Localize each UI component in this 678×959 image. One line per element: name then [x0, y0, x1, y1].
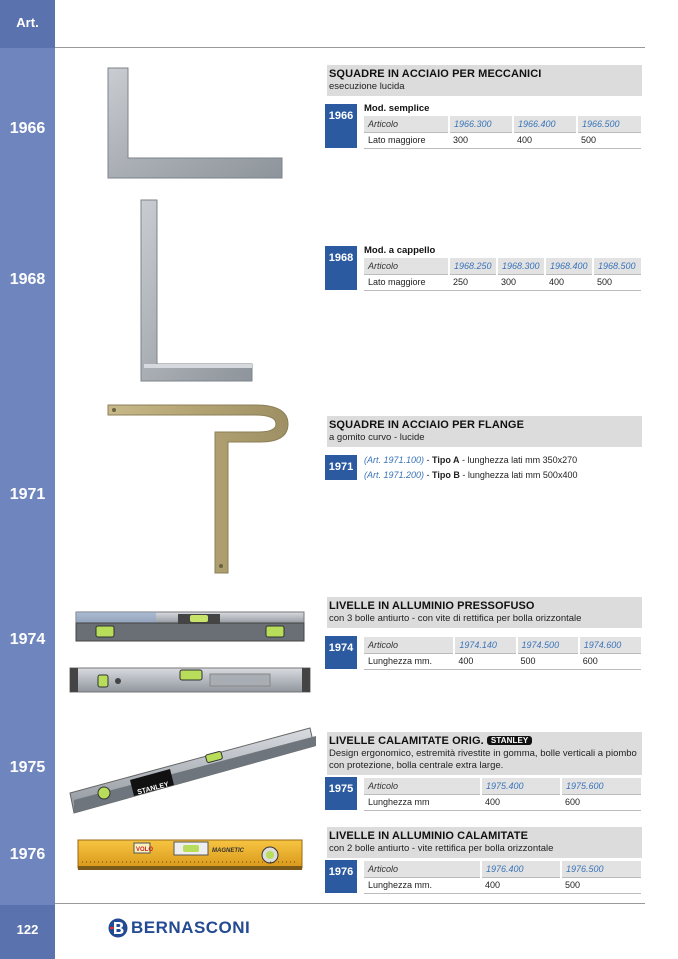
table-row-label: Lato maggiore	[364, 132, 449, 148]
table-header-cell: Articolo	[364, 258, 449, 274]
table-header-cell: Articolo	[364, 778, 481, 794]
sidebar-header: Art.	[16, 15, 39, 30]
article-ref: (Art. 1971.100)	[364, 455, 425, 465]
table-value-cell: 400	[545, 274, 593, 290]
section-1975-title-line	[329, 735, 639, 747]
table-1974-header-row	[364, 637, 641, 653]
table-1975-data-row	[364, 794, 641, 810]
volo-print: VOLO	[136, 847, 154, 853]
table-1976	[364, 861, 641, 894]
square-1971-image	[108, 405, 288, 573]
article-badge-1968: 1968	[325, 246, 357, 290]
article-badge-1966: 1966	[325, 104, 357, 148]
dimension-text: lunghezza lati mm 500x400	[467, 470, 578, 480]
table-value-cell: 300	[497, 274, 545, 290]
article-code-cell: 1966.400	[513, 116, 577, 132]
article-code-cell: 1966.500	[577, 116, 641, 132]
table-row-label: Lunghezza mm	[364, 794, 481, 810]
section-1966-header	[327, 65, 642, 96]
article-code-cell: 1968.250	[449, 258, 497, 274]
type-label: Tipo A	[432, 455, 460, 465]
table-value-cell: 500	[517, 653, 579, 669]
table-value-cell: 500	[577, 132, 641, 148]
section-1966-subtitle: esecuzione lucida	[329, 81, 405, 92]
table-1968-header-row	[364, 258, 641, 274]
section-1975-title: LIVELLE CALAMITATE ORIG.	[329, 735, 484, 747]
article-ref: (Art. 1971.200)	[364, 470, 425, 480]
sidebar-article-1968: 1968	[9, 271, 46, 288]
table-1966	[364, 116, 641, 149]
stanley-print: STANLEY	[136, 781, 170, 797]
separator: -	[459, 455, 468, 465]
article-code-cell: 1968.300	[497, 258, 545, 274]
logo-text: BERNASCONI	[131, 918, 251, 937]
separator: -	[424, 470, 433, 480]
article-code-cell: 1975.600	[561, 778, 641, 794]
article-badge-1974: 1974	[325, 636, 357, 669]
table-value-cell: 400	[481, 877, 561, 893]
table-1968-data-row	[364, 274, 641, 290]
table-row-label: Lunghezza mm.	[364, 653, 454, 669]
sidebar-article-1975: 1975	[9, 759, 46, 776]
section-1976-title: LIVELLE IN ALLUMINIO CALAMITATE	[329, 830, 529, 842]
article-code-cell: 1974.140	[454, 637, 516, 653]
section-1974-subtitle: con 3 bolle antiurto - con vite di rettifica per bolla orizzontale	[329, 613, 582, 624]
table-header-cell: Articolo	[364, 116, 449, 132]
bernasconi-logo	[108, 917, 250, 939]
section-1966-title: SQUADRE IN ACCIAIO PER MECCANICI	[329, 68, 542, 80]
article-code-cell: 1974.600	[579, 637, 641, 653]
dimension-text: lunghezza lati mm 350x270	[467, 455, 578, 465]
table-row-label: Lunghezza mm.	[364, 877, 481, 893]
table-header-cell: Articolo	[364, 637, 454, 653]
logo-mark-icon	[108, 918, 128, 938]
type-label: Tipo B	[432, 470, 460, 480]
section-1971-subtitle: a gomito curvo - lucide	[329, 432, 425, 443]
article-code-cell: 1975.400	[481, 778, 561, 794]
table-value-cell: 400	[481, 794, 561, 810]
table-value-cell: 300	[449, 132, 513, 148]
article-code-cell: 1976.500	[561, 861, 641, 877]
model-1966-label: Mod. semplice	[364, 103, 430, 114]
section-1975-header	[327, 732, 642, 775]
table-1966-header-row	[364, 116, 641, 132]
sidebar-article-1976: 1976	[9, 846, 46, 863]
article-code-cell: 1968.500	[593, 258, 641, 274]
section-1974-title: LIVELLE IN ALLUMINIO PRESSOFUSO	[329, 600, 535, 612]
table-1975-header-row	[364, 778, 641, 794]
stanley-brand-tag: STANLEY	[487, 736, 532, 745]
table-1975	[364, 778, 641, 811]
section-1976-header	[327, 827, 642, 858]
square-1966-image	[108, 68, 282, 178]
sidebar-article-1966: 1966	[9, 120, 46, 137]
section-1971-header	[327, 416, 642, 447]
table-value-cell: 400	[454, 653, 516, 669]
table-row-label: Lato maggiore	[364, 274, 449, 290]
section-1971-title: SQUADRE IN ACCIAIO PER FLANGE	[329, 419, 525, 431]
article-code-cell: 1974.500	[517, 637, 579, 653]
table-value-cell: 400	[513, 132, 577, 148]
article-badge-1975: 1975	[325, 777, 357, 810]
table-1976-data-row	[364, 877, 641, 893]
separator: -	[424, 455, 433, 465]
flange-type-b	[364, 470, 577, 480]
level-1976-image	[78, 840, 302, 870]
separator: -	[459, 470, 468, 480]
section-1974-header	[327, 597, 642, 628]
table-1968	[364, 258, 641, 291]
table-value-cell: 250	[449, 274, 497, 290]
table-value-cell: 500	[561, 877, 641, 893]
table-value-cell: 600	[579, 653, 641, 669]
table-1966-data-row	[364, 132, 641, 148]
section-1975-subtitle: Design ergonomico, estremità rivestite in gomma, bolle verticali a piombo con protezione, bolla centrale extra large.	[329, 748, 637, 771]
table-value-cell: 500	[593, 274, 641, 290]
article-code-cell: 1966.300	[449, 116, 513, 132]
table-value-cell: 600	[561, 794, 641, 810]
magnetic-print: MAGNETIC	[212, 848, 244, 854]
table-header-cell: Articolo	[364, 861, 481, 877]
square-1968-image	[141, 200, 252, 381]
section-1976-subtitle: con 2 bolle antiurto - vite rettifica per bolla orizzontale	[329, 843, 554, 854]
level-1974-image	[70, 612, 310, 692]
page-number: 122	[16, 922, 39, 937]
level-1975-image	[70, 728, 316, 813]
sidebar-article-1974: 1974	[9, 631, 46, 648]
sidebar-article-1971: 1971	[9, 486, 46, 503]
article-badge-1976: 1976	[325, 860, 357, 893]
article-code-cell: 1968.400	[545, 258, 593, 274]
table-1974	[364, 637, 641, 670]
model-1968-label: Mod. a cappello	[364, 245, 436, 256]
article-badge-1971: 1971	[325, 455, 357, 480]
table-1976-header-row	[364, 861, 641, 877]
article-code-cell: 1976.400	[481, 861, 561, 877]
table-1974-data-row	[364, 653, 641, 669]
flange-type-a	[364, 455, 577, 465]
